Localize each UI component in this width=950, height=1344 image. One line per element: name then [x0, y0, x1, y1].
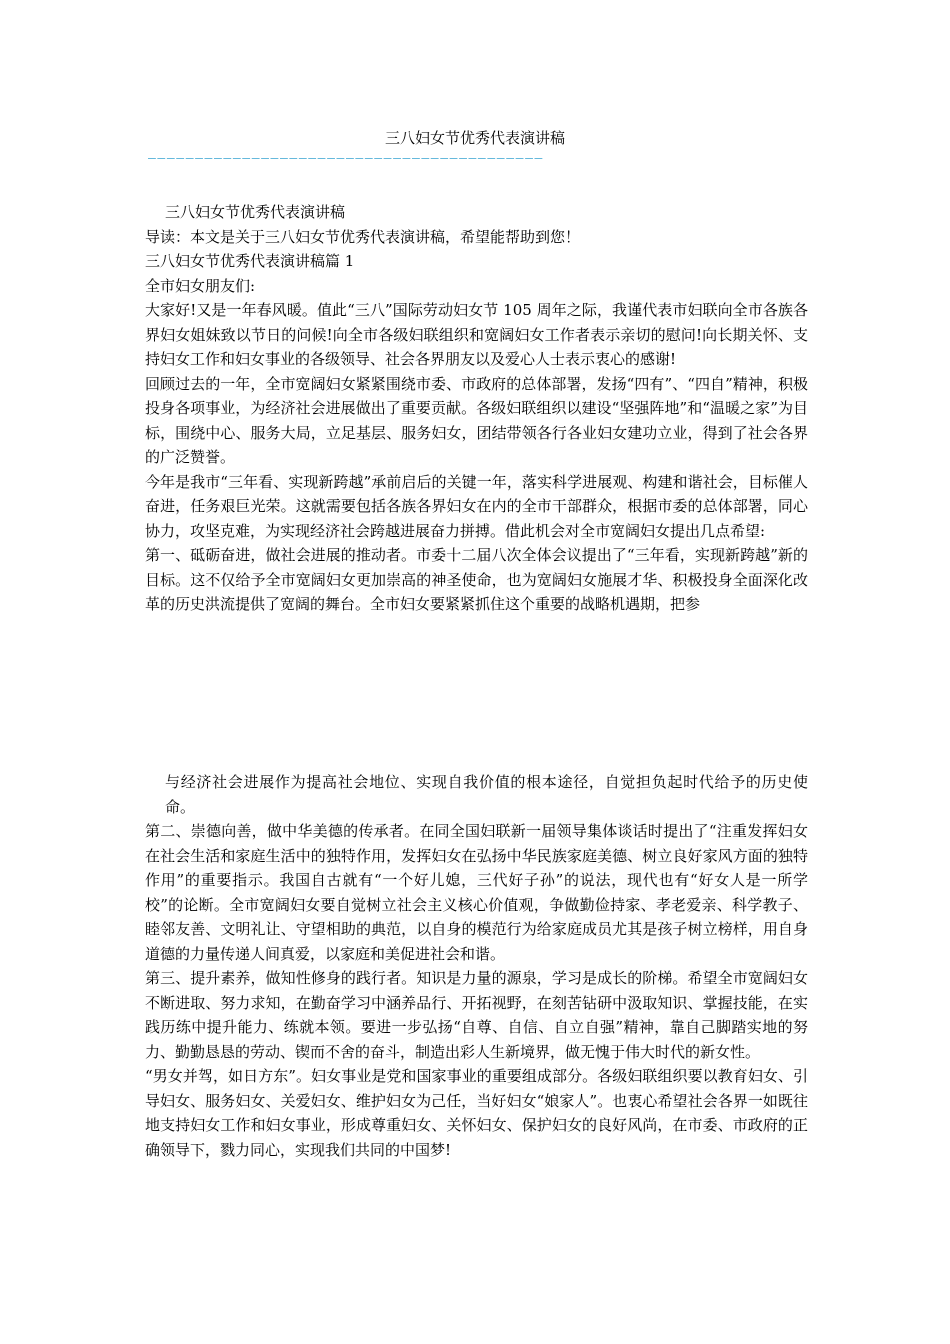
salutation: 全市妇女朋友们:	[145, 276, 256, 295]
speech-heading: 三八妇女节优秀代表演讲稿篇 1	[145, 252, 355, 270]
section-title: 三八妇女节优秀代表演讲稿	[165, 203, 346, 221]
body-paragraph: 今年是我市“三年看、实现新跨越”承前启后的关键一年，落实科学进展观、构建和谐社会，目标催人奋进，任务艰巨光荣。这就需要包括各族各界妇女在内的全市干部群众，根据市委的总体部署，同心协力，攻坚克难，为实现经济社会跨越进展奋力拼搏。借此机会对全市宽阔妇女提出几点希望:	[145, 472, 808, 540]
intro-paragraph: 导读：本文是关于三八妇女节优秀代表演讲稿，希望能帮助到您！	[145, 227, 581, 246]
body-paragraph: 第一、砥砺奋进，做社会进展的推动者。市委十二届八次全体会议提出了“三年看，实现新跨越”新的目标。这不仅给予全市宽阔妇女更加崇高的神圣使命，也为宽阔妇女施展才华、积极投身全面深化改革的历史洪流提供了宽阔的舞台。全市妇女要紧紧抓住这个重要的战略机遇期，把参	[145, 546, 808, 613]
document-title: 三八妇女节优秀代表演讲稿	[384, 129, 565, 147]
body-paragraph: 回顾过去的一年，全市宽阔妇女紧紧围绕市委、市政府的总体部署，发扬“四有”、“四自”精神，积极投身各项事业，为经济社会进展做出了重要贡献。各级妇联组织以建设“坚强阵地”和“温暖之家”为目标，围绕中心、服务大局，立足基层、服务妇女，团结带领各行各业妇女建功立业，得到了社会各界的广泛赞誉。	[145, 374, 808, 466]
body-paragraph: 大家好!又是一年春风暖。值此“三八”国际劳动妇女节 105 周年之际，我谨代表市妇联向全市各族各界妇女姐妹致以节日的问候!向全市各级妇联组织和宽阔妇女工作者表示亲切的慰问!向长期关怀、支持妇女工作和妇女事业的各级领导、社会各界朋友以及爱心人士表示衷心的感谢!	[145, 301, 808, 368]
title-divider-line: ——————————————————————————————————————————	[148, 151, 544, 166]
body-paragraph: 第二、崇德向善，做中华美德的传承者。在同全国妇联新一届领导集体谈话时提出了“注重发挥妇女在社会生活和家庭生活中的独特作用，发挥妇女在弘扬中华民族家庭美德、树立良好家风方面的独特作用”的重要指示。我国自古就有“一个好儿媳，三代好子孙”的说法，现代也有“好女人是一所学校”的论断。全市宽阔妇女要自觉树立社会主义核心价值观，争做勤俭持家、孝老爱亲、科学教子、睦邻友善、文明礼让、守望相助的典范，以自身的模范行为给家庭成员尤其是孩子树立榜样，用自身道德的力量传递人间真爱，以家庭和美促进社会和谐。	[145, 822, 808, 963]
page-1-body	[145, 200, 808, 617]
page-2-body	[145, 770, 808, 1162]
closing-paragraph: “男女并驾，如日方东”。妇女事业是党和国家事业的重要组成部分。各级妇联组织要以教育妇女、引导妇女、服务妇女、关爱妇女、维护妇女为己任，当好妇女“娘家人”。也衷心希望社会各界一如既往地支持妇女工作和妇女事业，形成尊重妇女、关怀妇女、保护妇女的良好风尚，在市委、市政府的正确领导下，戮力同心，实现我们共同的中国梦!	[145, 1067, 808, 1159]
body-paragraph: 第三、提升素养，做知性修身的践行者。知识是力量的源泉，学习是成长的阶梯。希望全市宽阔妇女不断进取、努力求知，在勤奋学习中涵养品行、开拓视野，在刻苦钻研中汲取知识、掌握技能，在实践历练中提升能力、练就本领。要进一步弘扬“自尊、自信、自立自强”精神，靠自己脚踏实地的努力、勤勤恳恳的劳动、锲而不舍的奋斗，制造出彩人生新境界，做无愧于伟大时代的新女性。	[145, 969, 808, 1061]
continued-paragraph: 与经济社会进展作为提高社会地位、实现自我价值的根本途径，自觉担负起时代给予的历史使命。	[165, 773, 808, 816]
